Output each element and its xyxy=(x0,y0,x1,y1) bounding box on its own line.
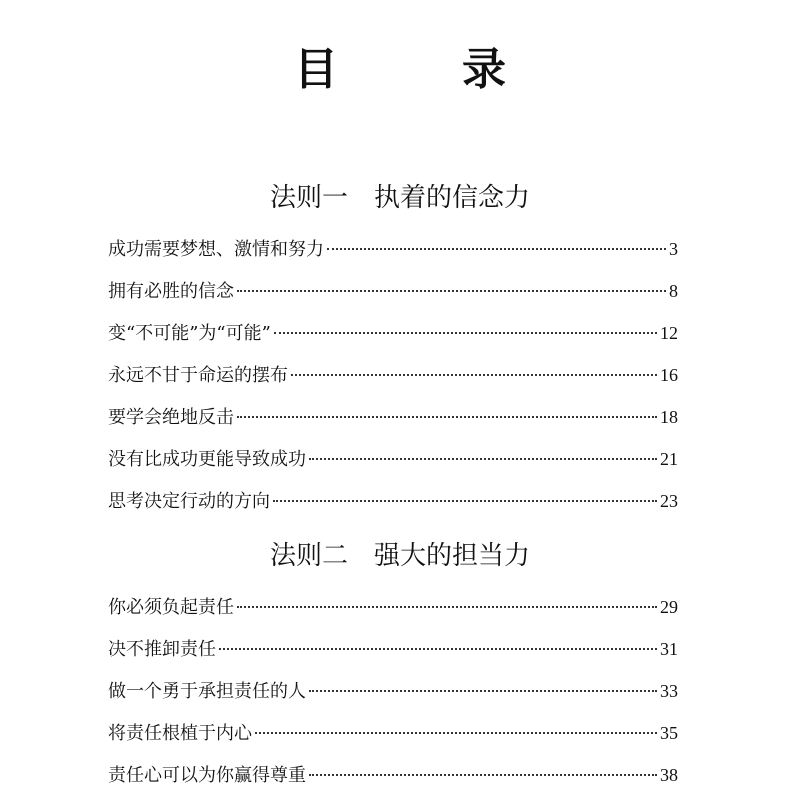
toc-entry-page: 16 xyxy=(660,365,678,385)
toc-entry-page: 12 xyxy=(660,323,678,343)
toc-entry-title: 变“不可能”为“可能” xyxy=(108,323,271,344)
toc-entry-page: 33 xyxy=(660,681,678,701)
toc-entry[interactable] xyxy=(108,636,678,663)
dot-leader xyxy=(327,248,666,250)
toc-entry-title: 做一个勇于承担责任的人 xyxy=(108,681,306,702)
toc-entry-page: 38 xyxy=(660,765,678,785)
dot-leader xyxy=(309,690,657,692)
page-title: 目 录 xyxy=(294,44,546,95)
toc-entry[interactable] xyxy=(108,278,678,305)
toc-entry[interactable] xyxy=(108,446,678,473)
toc-entry-title: 成功需要梦想、激情和努力 xyxy=(108,239,324,260)
toc-entry-page: 31 xyxy=(660,639,678,659)
toc-entry[interactable] xyxy=(108,404,678,431)
dot-leader xyxy=(273,500,657,502)
toc-entry-page: 35 xyxy=(660,723,678,743)
dot-leader xyxy=(237,416,657,418)
toc-entry-page: 8 xyxy=(669,281,678,301)
toc-entry-page: 3 xyxy=(669,239,678,259)
toc-entry-page: 29 xyxy=(660,597,678,617)
dot-leader xyxy=(219,648,657,650)
dot-leader xyxy=(309,774,657,776)
toc-entry-title: 将责任根植于内心 xyxy=(108,723,252,744)
toc-entry-title: 拥有必胜的信念 xyxy=(108,281,234,302)
toc-entry-title: 要学会绝地反击 xyxy=(108,407,234,428)
dot-leader xyxy=(274,332,657,334)
section-name: 执着的信念力 xyxy=(374,183,531,213)
toc-entry-title: 责任心可以为你赢得尊重 xyxy=(108,765,306,786)
toc-entry-page: 18 xyxy=(660,407,678,427)
toc-entry[interactable] xyxy=(108,678,678,705)
dot-leader xyxy=(237,606,657,608)
section-label: 法则一 xyxy=(269,183,348,213)
toc-entry[interactable] xyxy=(108,720,678,747)
toc-entry-page: 23 xyxy=(660,491,678,511)
toc-entry[interactable] xyxy=(108,362,678,389)
dot-leader xyxy=(291,374,657,376)
toc-entry-title: 你必须负起责任 xyxy=(108,597,234,618)
toc-entry[interactable] xyxy=(108,594,678,621)
dot-leader xyxy=(255,732,657,734)
toc-entry[interactable] xyxy=(108,236,678,263)
toc-entry-page: 21 xyxy=(660,449,678,469)
dot-leader xyxy=(309,458,657,460)
toc-entry-title: 永远不甘于命运的摆布 xyxy=(108,365,288,386)
toc-entry[interactable] xyxy=(108,762,678,789)
toc-entry-title: 没有比成功更能导致成功 xyxy=(108,449,306,470)
toc-entry-title: 决不推卸责任 xyxy=(108,639,216,660)
section-name: 强大的担当力 xyxy=(374,541,531,571)
section-label: 法则二 xyxy=(269,541,348,571)
toc-entry-title: 思考决定行动的方向 xyxy=(108,491,270,512)
toc-entry[interactable] xyxy=(108,488,678,515)
toc-entry[interactable] xyxy=(108,320,678,347)
section-heading-2 xyxy=(0,538,800,574)
section-heading-1 xyxy=(0,180,800,216)
dot-leader xyxy=(237,290,666,292)
